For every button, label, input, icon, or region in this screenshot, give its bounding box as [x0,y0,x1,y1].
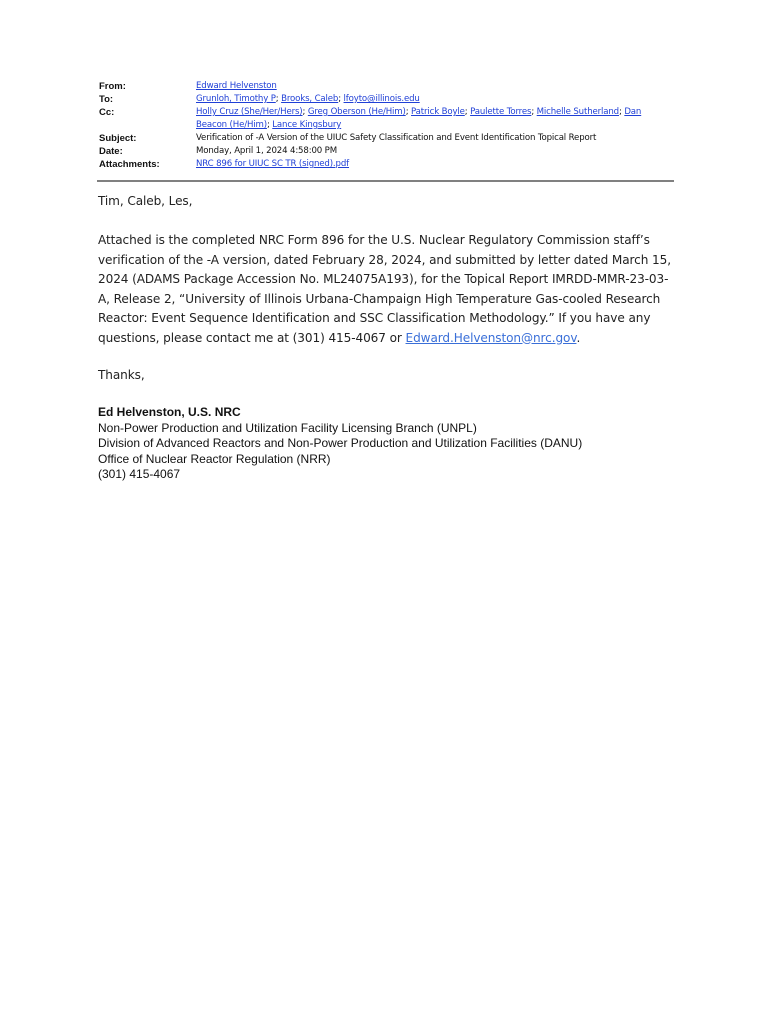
cc-label: Cc: [99,107,115,118]
to-row [99,93,674,106]
main-paragraph-text: Attached is the completed NRC Form 896 for the U.S. Nuclear Regulatory Commission staff’s verification of the -A version, dated February 28, 2024, and submitted by letter dated March 15, 2024 (ADAMS Package Accession No. ML24075A193), for the Topical Report IMRDD-MMR-23-03-A, Release 2, “University of Illinois Urbana-Champaign High Temperature Gas-cooled Research Reactor: Event Sequence Identification and SSC Classification Methodology.” If you have any questions, please contact me at (301) 415-4067 or [98,233,671,345]
to-recipient[interactable]: Grunloh, Timothy P [196,94,276,104]
from-link[interactable]: Edward Helvenston [196,81,277,91]
from-row [99,80,674,93]
cc-value: Holly Cruz (She/Her/Hers); Greg Oberson (He/Him); Patrick Boyle; Paulette Torres; Michelle Sutherland; Dan Beacon (He/Him); Lance Kingsbury [196,107,642,130]
cc-recipient[interactable]: Holly Cruz (She/Her/Hers) [196,107,303,117]
cc-recipient[interactable]: Dan Beacon (He/Him) [196,107,642,130]
signature-phone: (301) 415-4067 [98,467,181,482]
cc-row [99,106,674,132]
attachments-row [99,158,674,171]
date-label: Date: [99,146,123,157]
signature-branch: Non-Power Production and Utilization Facility Licensing Branch (UNPL) [98,420,477,435]
signature-office: Office of Nuclear Reactor Regulation (NRR) [98,451,331,466]
email-link[interactable]: Edward.Helvenston@nrc.gov [405,330,577,345]
from-value [196,80,674,93]
date-row [99,145,674,158]
signature-block [98,405,582,483]
attachments-label: Attachments: [99,159,160,170]
signature-division: Division of Advanced Reactors and Non-Power Production and Utilization Facilities (DANU) [98,436,583,451]
cc-recipient[interactable]: Greg Oberson (He/Him) [307,107,406,117]
attachment-link[interactable]: NRC 896 for UIUC SC TR (signed).pdf [196,159,350,169]
thanks: Thanks, [98,368,145,382]
attachments-value [196,158,674,171]
signature-name: Ed Helvenston, U.S. NRC [98,405,241,419]
to-recipient[interactable]: Brooks, Caleb [281,94,339,104]
cc-recipient[interactable]: Patrick Boyle [411,107,465,117]
to-recipient[interactable]: lfoyto@illinois.edu [343,94,420,104]
date-value: Monday, April 1, 2024 4:58:00 PM [196,146,337,156]
header-divider [97,180,674,182]
cc-recipient[interactable]: Paulette Torres [470,107,532,117]
to-value: Grunloh, Timothy P; Brooks, Caleb; lfoyto@illinois.edu [196,94,420,104]
subject-row [99,132,674,145]
main-paragraph [98,231,678,348]
cc-recipient[interactable]: Lance Kingsbury [272,120,342,130]
to-label: To: [99,94,114,105]
cc-recipient[interactable]: Michelle Sutherland [536,107,619,117]
subject-label: Subject: [99,133,137,144]
email-header [99,80,674,171]
greeting: Tim, Caleb, Les, [98,194,193,208]
from-label: From: [99,81,126,92]
paragraph-end: . [576,330,581,345]
subject-value: Verification of -A Version of the UIUC Safety Classification and Event Identification Topical Report [196,133,597,143]
